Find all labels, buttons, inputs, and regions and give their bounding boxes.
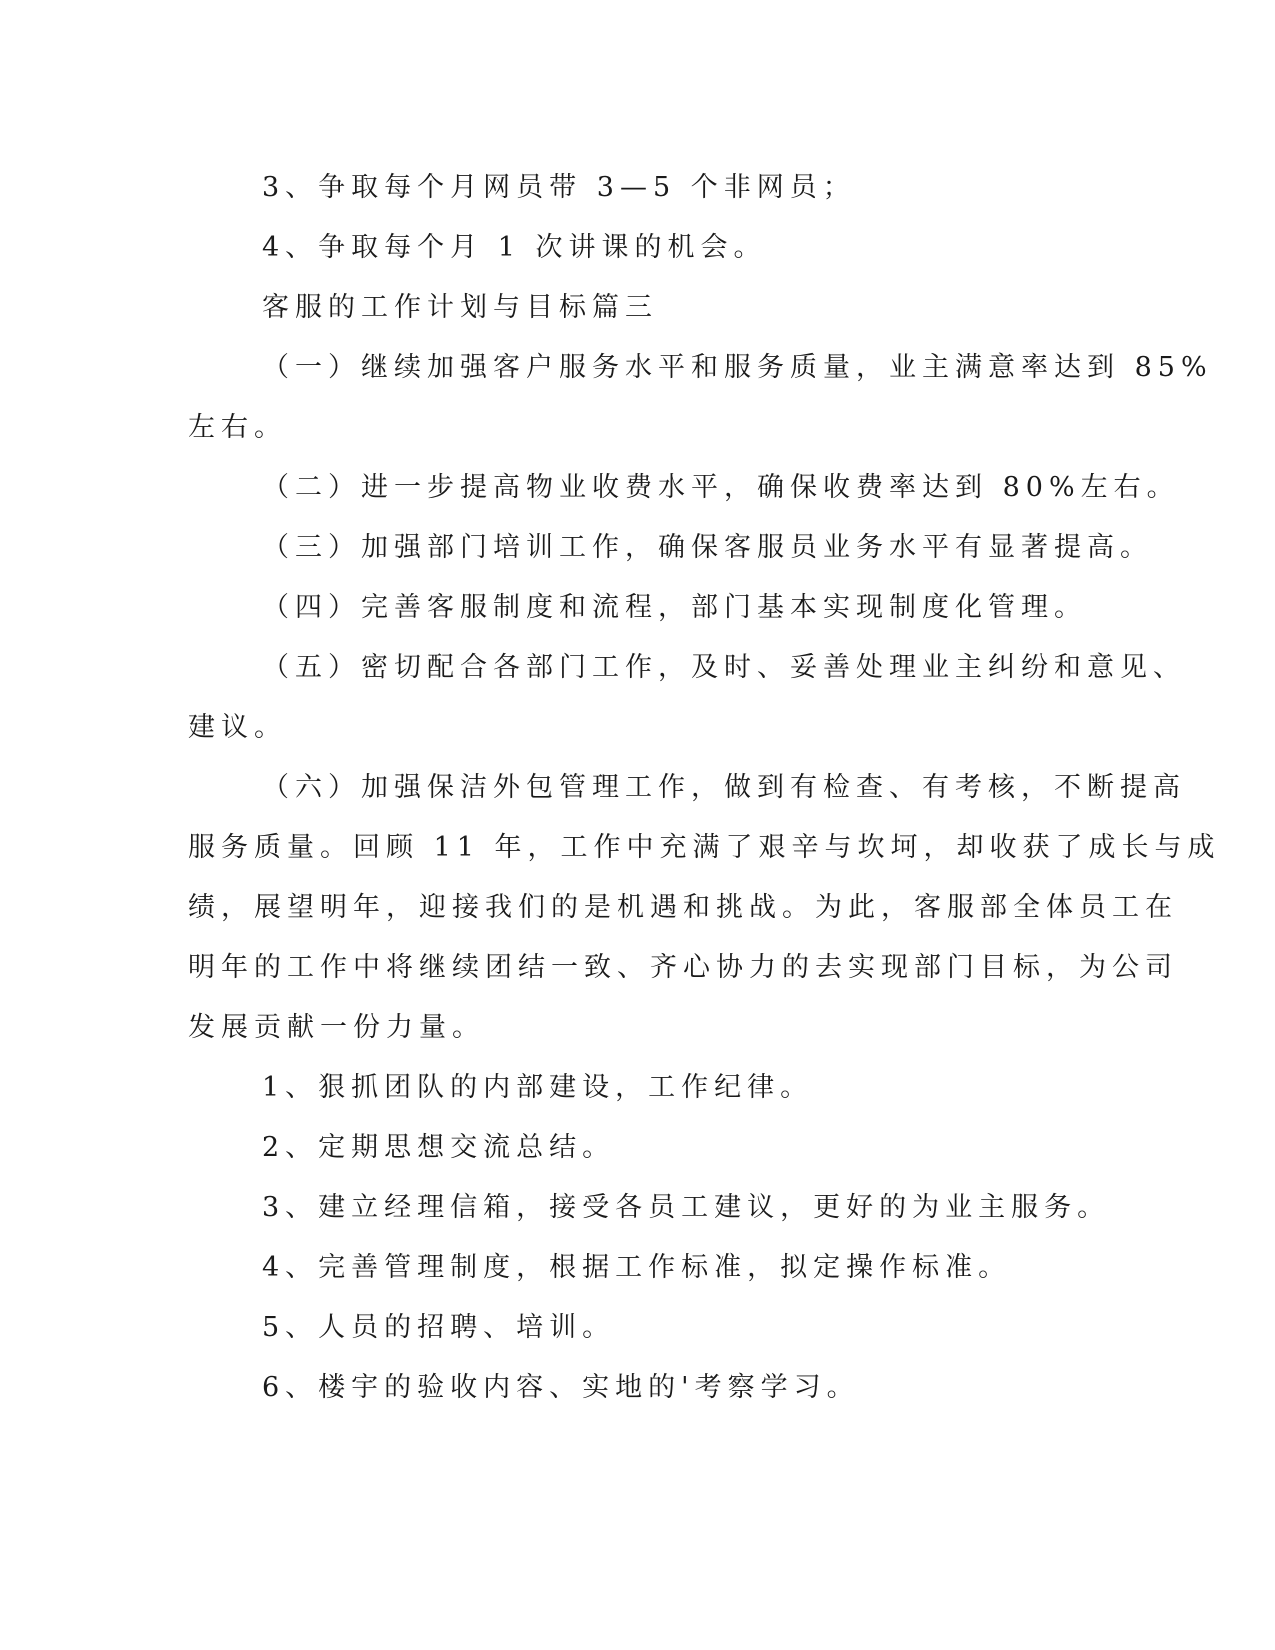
text-line: （一）继续加强客户服务水平和服务质量，业主满意率达到 85% xyxy=(262,352,1213,383)
section-heading: 客服的工作计划与目标篇三 xyxy=(262,292,658,323)
text-line: （四）完善客服制度和流程，部门基本实现制度化管理。 xyxy=(262,592,1087,623)
text-line: 绩，展望明年，迎接我们的是机遇和挑战。为此，客服部全体员工在 xyxy=(188,892,1178,923)
text-line: 左右。 xyxy=(188,412,287,443)
text-line: 4、争取每个月 1 次讲课的机会。 xyxy=(262,232,767,263)
text-line: （五）密切配合各部门工作，及时、妥善处理业主纠纷和意见、 xyxy=(262,652,1186,683)
text-line: 服务质量。回顾 11 年，工作中充满了艰辛与坎坷，却收获了成长与成 xyxy=(188,832,1221,863)
text-line: 发展贡献一份力量。 xyxy=(188,1012,485,1043)
text-line: （二）进一步提高物业收费水平，确保收费率达到 80%左右。 xyxy=(262,472,1180,503)
text-line: 6、楼宇的验收内容、实地的'考察学习。 xyxy=(262,1372,860,1403)
text-line: 3、建立经理信箱，接受各员工建议，更好的为业主服务。 xyxy=(262,1192,1111,1223)
text-line: （三）加强部门培训工作，确保客服员业务水平有显著提高。 xyxy=(262,532,1153,563)
text-line: 4、完善管理制度，根据工作标准，拟定操作标准。 xyxy=(262,1252,1012,1283)
text-line: 建议。 xyxy=(188,712,287,743)
text-line: 3、争取每个月网员带 3—5 个非网员； xyxy=(262,172,856,203)
text-line: 5、人员的招聘、培训。 xyxy=(262,1312,616,1343)
text-line: 明年的工作中将继续团结一致、齐心协力的去实现部门目标，为公司 xyxy=(188,952,1178,983)
text-line: 2、定期思想交流总结。 xyxy=(262,1132,616,1163)
text-line: （六）加强保洁外包管理工作，做到有检查、有考核，不断提高 xyxy=(262,772,1186,803)
text-line: 1、狠抓团队的内部建设，工作纪律。 xyxy=(262,1072,814,1103)
